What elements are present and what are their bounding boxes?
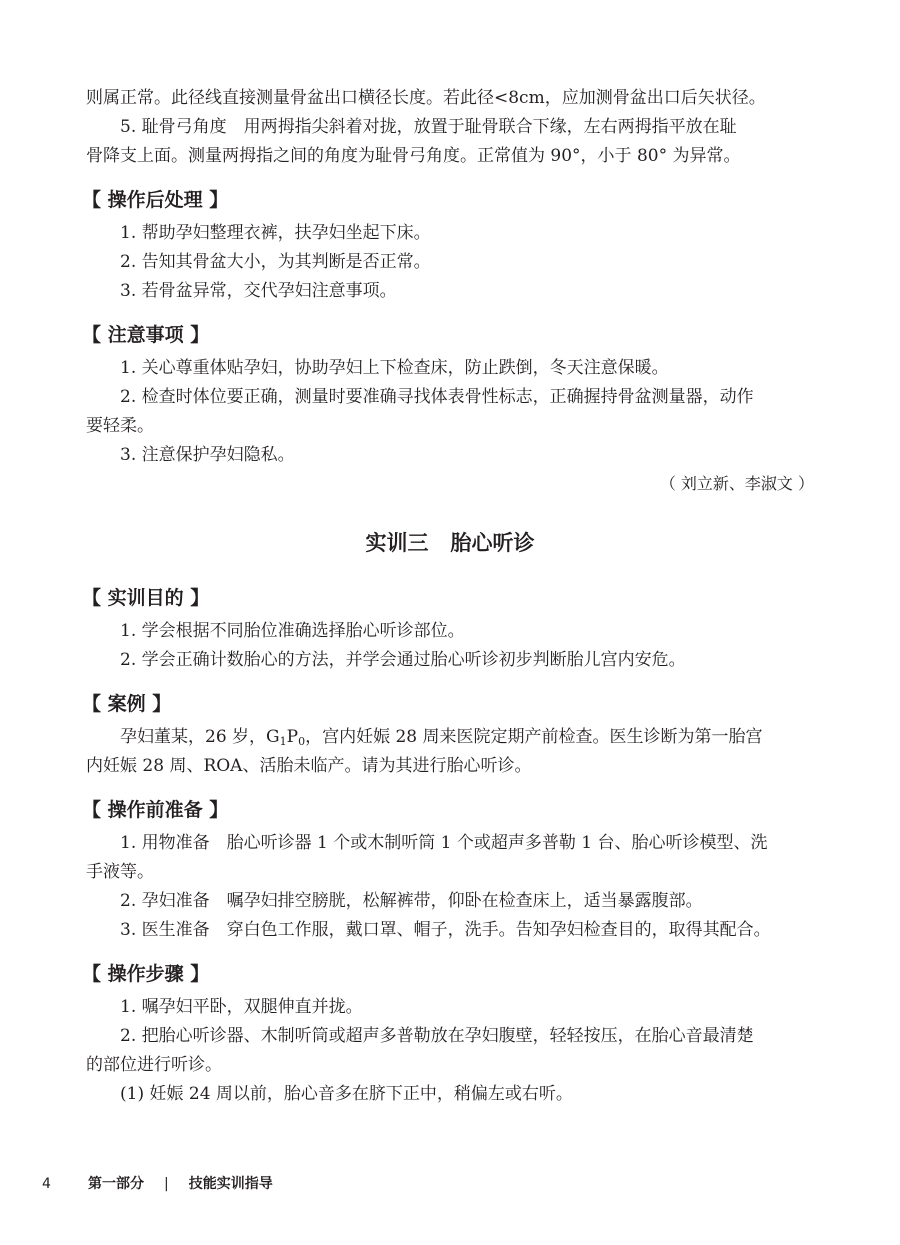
list-item: 1. 用物准备 胎心听诊器 1 个或木制听筒 1 个或超声多普勒 1 台、胎心听诊模型、洗 (120, 833, 768, 853)
list-item-continuation: 的部位进行听诊。 (86, 1055, 222, 1075)
author-attribution: （ 刘立新、李淑文 ） (659, 474, 814, 493)
list-item: 2. 检查时体位要正确，测量时要准确寻找体表骨性标志，正确握持骨盆测量器，动作 (120, 387, 754, 407)
case-text-post: ，宫内妊娠 28 周来医院定期产前检查。医生诊断为第一胎宫 (305, 727, 763, 747)
sub-list-item: (1) 妊娠 24 周以前，胎心音多在脐下正中，稍偏左或右听。 (120, 1084, 573, 1104)
text-line: 骨降支上面。测量两拇指之间的角度为耻骨弓角度。正常值为 90°，小于 80° 为异常。 (86, 146, 741, 166)
list-item-continuation: 手液等。 (86, 862, 154, 882)
footer-chapter: 技能实训指导 (188, 1176, 273, 1192)
g-subscript: 1 (279, 735, 287, 748)
list-item: 2. 告知其骨盆大小，为其判断是否正常。 (120, 252, 431, 272)
section-heading-steps: 【 操作步骤 】 (82, 963, 210, 985)
text-line: 则属正常。此径线直接测量骨盆出口横径长度。若此径<8cm，应加测骨盆出口后矢状径。 (86, 88, 766, 108)
list-item: 1. 帮助孕妇整理衣裤，扶孕妇坐起下床。 (120, 223, 431, 243)
list-item: 3. 注意保护孕妇隐私。 (120, 445, 295, 465)
page-footer (42, 1173, 273, 1193)
case-text (86, 723, 814, 752)
list-item: 1. 学会根据不同胎位准确选择胎心听诊部位。 (120, 621, 465, 641)
footer-separator: | (164, 1176, 169, 1192)
section-heading-case: 【 案例 】 (82, 693, 172, 715)
list-item: 2. 孕妇准备 嘱孕妇排空膀胱，松解裤带，仰卧在检查床上，适当暴露腹部。 (120, 891, 703, 911)
list-item: 3. 医生准备 穿白色工作服，戴口罩、帽子，洗手。告知孕妇检查目的，取得其配合。 (120, 920, 771, 940)
list-item-continuation: 要轻柔。 (86, 416, 154, 436)
footer-part: 第一部分 (88, 1176, 144, 1192)
list-item: 1. 嘱孕妇平卧，双腿伸直并拢。 (120, 997, 363, 1017)
section-heading-prep: 【 操作前准备 】 (82, 799, 229, 821)
p-letter: P (286, 727, 299, 747)
section-heading-notes: 【 注意事项 】 (82, 324, 210, 346)
list-item: 3. 若骨盆异常，交代孕妇注意事项。 (120, 281, 397, 301)
section-name: 胎心听诊 (450, 531, 535, 555)
page-number: 4 (42, 1176, 51, 1192)
case-text-continuation: 内妊娠 28 周、ROA、活胎未临产。请为其进行胎心听诊。 (86, 756, 532, 776)
section-heading-post-op: 【 操作后处理 】 (82, 189, 229, 211)
p-subscript: 0 (298, 735, 306, 748)
case-text-pre: 孕妇董某，26 岁，G (120, 727, 280, 747)
section-title (86, 526, 814, 560)
text-line: 5. 耻骨弓角度 用两拇指尖斜着对拢，放置于耻骨联合下缘，左右两拇指平放在耻 (120, 117, 737, 137)
list-item: 1. 关心尊重体贴孕妇，协助孕妇上下检查床，防止跌倒，冬天注意保暖。 (120, 358, 669, 378)
section-number: 实训三 (365, 531, 429, 555)
list-item: 2. 学会正确计数胎心的方法，并学会通过胎心听诊初步判断胎儿宫内安危。 (120, 650, 686, 670)
page-content (82, 84, 814, 1109)
list-item: 2. 把胎心听诊器、木制听筒或超声多普勒放在孕妇腹壁，轻轻按压，在胎心音最清楚 (120, 1026, 754, 1046)
section-heading-purpose: 【 实训目的 】 (82, 587, 210, 609)
